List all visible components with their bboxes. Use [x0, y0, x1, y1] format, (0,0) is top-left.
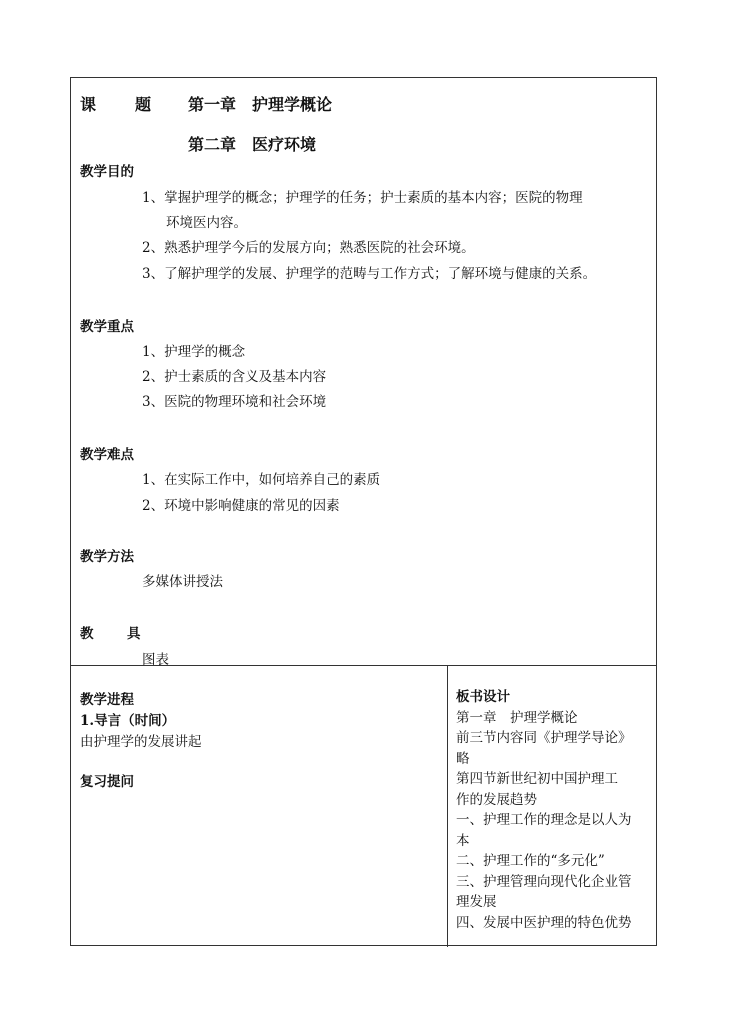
review-heading: 复习提问	[80, 774, 134, 790]
board-line-2: 前三节内容同《护理学导论》	[456, 730, 632, 746]
board-line-4: 第四节新世纪初中国护理工	[456, 771, 618, 787]
board-line-3: 略	[456, 750, 470, 767]
key-point-item-3: 3、医院的物理环境和社会环境	[142, 394, 327, 410]
board-line-1: 第一章 护理学概论	[456, 709, 578, 726]
tools-label-char-2: 具	[127, 626, 141, 642]
teaching-process-section	[71, 666, 448, 947]
objective-item-3: 3、了解护理学的发展、护理学的范畴与工作方式；了解环境与健康的关系。	[142, 266, 597, 282]
objective-item-1-cont: 环境医内容。	[166, 215, 247, 231]
tools-text: 图表	[142, 652, 169, 668]
methods-text: 多媒体讲授法	[142, 574, 223, 590]
key-points-heading: 教学重点	[80, 319, 134, 335]
objectives-heading: 教学目的	[80, 164, 134, 180]
board-line-8: 二、护理工作的“多元化”	[456, 853, 605, 869]
difficulties-heading: 教学难点	[80, 447, 134, 463]
board-heading: 板书设计	[456, 689, 510, 705]
board-line-5: 作的发展趋势	[456, 791, 537, 808]
topic-label-char-1: 课	[80, 95, 97, 114]
lesson-overview-section	[71, 78, 656, 666]
board-line-9: 三、护理管理向现代化企业管	[456, 873, 632, 890]
chapter-1-title: 第一章 护理学概论	[188, 95, 333, 114]
objective-item-2: 2、熟悉护理学今后的发展方向；熟悉医院的社会环境。	[142, 240, 475, 256]
difficulty-item-1: 1、在实际工作中，如何培养自己的素质	[142, 472, 381, 488]
difficulty-item-2: 2、环境中影响健康的常见的因素	[142, 498, 340, 514]
process-step-1-text: 由护理学的发展讲起	[80, 734, 202, 750]
process-step-1: 1.导言（时间）	[80, 713, 176, 729]
lesson-plan-table	[70, 77, 657, 946]
tools-label-char-1: 教	[80, 626, 94, 642]
chapter-2-title: 第二章 医疗环境	[188, 135, 317, 154]
topic-label-char-2: 题	[135, 95, 152, 114]
board-design-content	[456, 687, 632, 933]
board-line-7: 本	[456, 832, 470, 849]
board-line-6: 一、护理工作的理念是以人为	[456, 812, 632, 828]
key-point-item-1: 1、护理学的概念	[142, 344, 246, 360]
process-heading: 教学进程	[80, 692, 134, 708]
board-line-10: 理发展	[456, 894, 497, 910]
objective-item-1: 1、掌握护理学的概念；护理学的任务；护士素质的基本内容；医院的物理	[142, 190, 583, 206]
board-line-11: 四、发展中医护理的特色优势	[456, 914, 632, 931]
board-design-section	[448, 666, 658, 947]
key-point-item-2: 2、护士素质的含义及基本内容	[142, 369, 327, 385]
methods-heading: 教学方法	[80, 549, 134, 565]
